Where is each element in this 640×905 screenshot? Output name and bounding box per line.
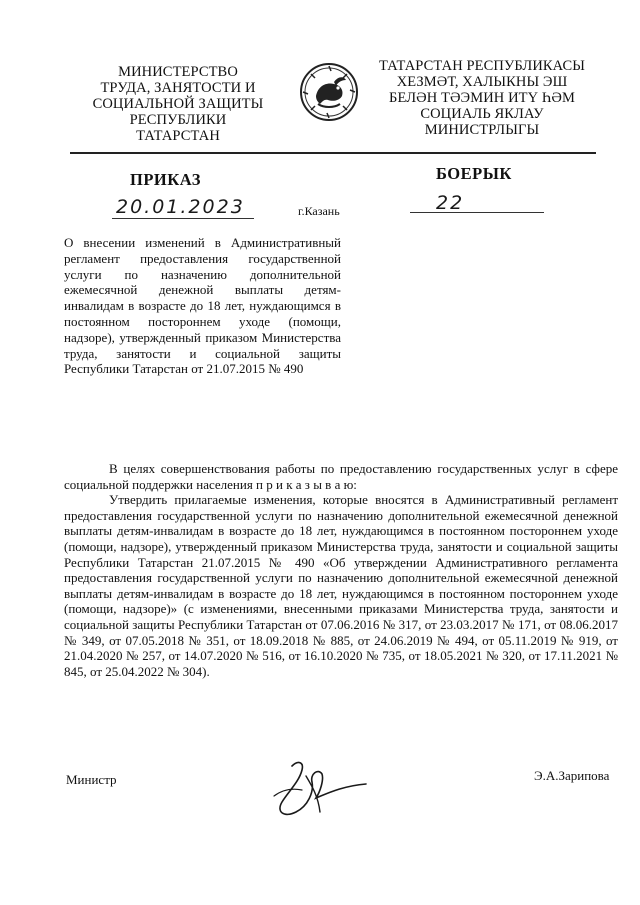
order-body bbox=[64, 461, 618, 679]
header-line: ТРУДА, ЗАНЯТОСТИ И bbox=[100, 80, 256, 96]
header-line: МИНИСТЕРСТВО bbox=[118, 64, 238, 80]
header-line: БЕЛӘН ТӘЭМИН ИТҮ ҺӘМ bbox=[389, 90, 575, 106]
order-title-russian: ПРИКАЗ bbox=[130, 170, 201, 189]
order-city: г.Казань bbox=[298, 204, 340, 218]
header-line: МИНИСТРЛЫГЫ bbox=[424, 122, 540, 138]
header-divider bbox=[70, 152, 596, 154]
body-paragraph: Утвердить прилагаемые изменения, которые вносятся в Административный регламент предоставления государственной услуги по назначению дополнительной ежемесячной денежной выплаты детям-инвалидам в возрасте до 18 лет, нуждающимся в постоянном постороннем уходе (помощи, надзоре), утвержденный приказом Министерства труда, занятости и социальной защиты Республики Татарстан 21.07.2015 № 490 «Об утверждении Административного регламента предоставления государственной услуги по назначению дополнительной ежемесячной денежной выплаты детям-инвалидам в возрасте до 18 лет, нуждающимся в постоянном постороннем уходе (помощи, надзоре)» (с изменениями, внесенными приказами Министерства труда, занятости и социальной защиты Республики Татарстан от 07.06.2016 № 317, от 23.03.2017 № 171, от 08.06.2017 № 349, от 07.05.2018 № 351, от 18.09.2018 № 885, от 24.06.2019 № 494, от 05.11.2019 № 919, от 21.04.2020 № 257, от 14.07.2020 № 516, от 16.10.2020 № 735, от 18.05.2021 № 320, от 17.11.2021 № 845, от 25.04.2022 № 304). bbox=[64, 492, 618, 679]
number-underline bbox=[410, 212, 544, 213]
handwritten-signature bbox=[262, 752, 370, 822]
header-line: ХЕЗМӘТ, ХАЛЫКНЫ ЭШ bbox=[396, 74, 568, 90]
body-paragraph: В целях совершенствования работы по предоставлению государственных услуг в сфере социальной поддержки населения п р и к а з ы в а ю: bbox=[64, 461, 618, 492]
signatory-name: Э.А.Зарипова bbox=[534, 768, 610, 783]
ministry-name-russian bbox=[68, 64, 288, 144]
emblem-icon bbox=[298, 58, 360, 128]
header-line: ТАТАРСТАН bbox=[136, 128, 220, 144]
header-line: СОЦИАЛЬНОЙ ЗАЩИТЫ bbox=[92, 96, 264, 112]
header-line: ТАТАРСТАН РЕСПУБЛИКАСЫ bbox=[378, 58, 586, 74]
coat-of-arms-emblem bbox=[298, 58, 360, 128]
header-line: СОЦИАЛЬ ЯКЛАУ bbox=[420, 106, 544, 122]
order-date: 20.01.2023 bbox=[116, 196, 245, 218]
order-title-tatar: БОЕРЫК bbox=[436, 164, 512, 183]
signatory-position: Министр bbox=[66, 772, 117, 787]
order-subject: О внесении изменений в Административный регламент предоставления государственной услуги по назначению дополнительной ежемесячной денежной выплаты детям-инвалидам в возрасте до 18 лет, нуждающимся в постоянном постороннем уходе (помощи, надзоре), утвержденный приказом Министерства труда, занятости и социальной защиты Республики Татарстан от 21.07.2015 № 490 bbox=[64, 235, 341, 377]
order-number: 22 bbox=[436, 192, 465, 214]
signature-icon bbox=[262, 752, 370, 822]
date-underline bbox=[112, 218, 254, 219]
header-line: РЕСПУБЛИКИ bbox=[129, 112, 227, 128]
ministry-name-tatar bbox=[362, 58, 602, 138]
